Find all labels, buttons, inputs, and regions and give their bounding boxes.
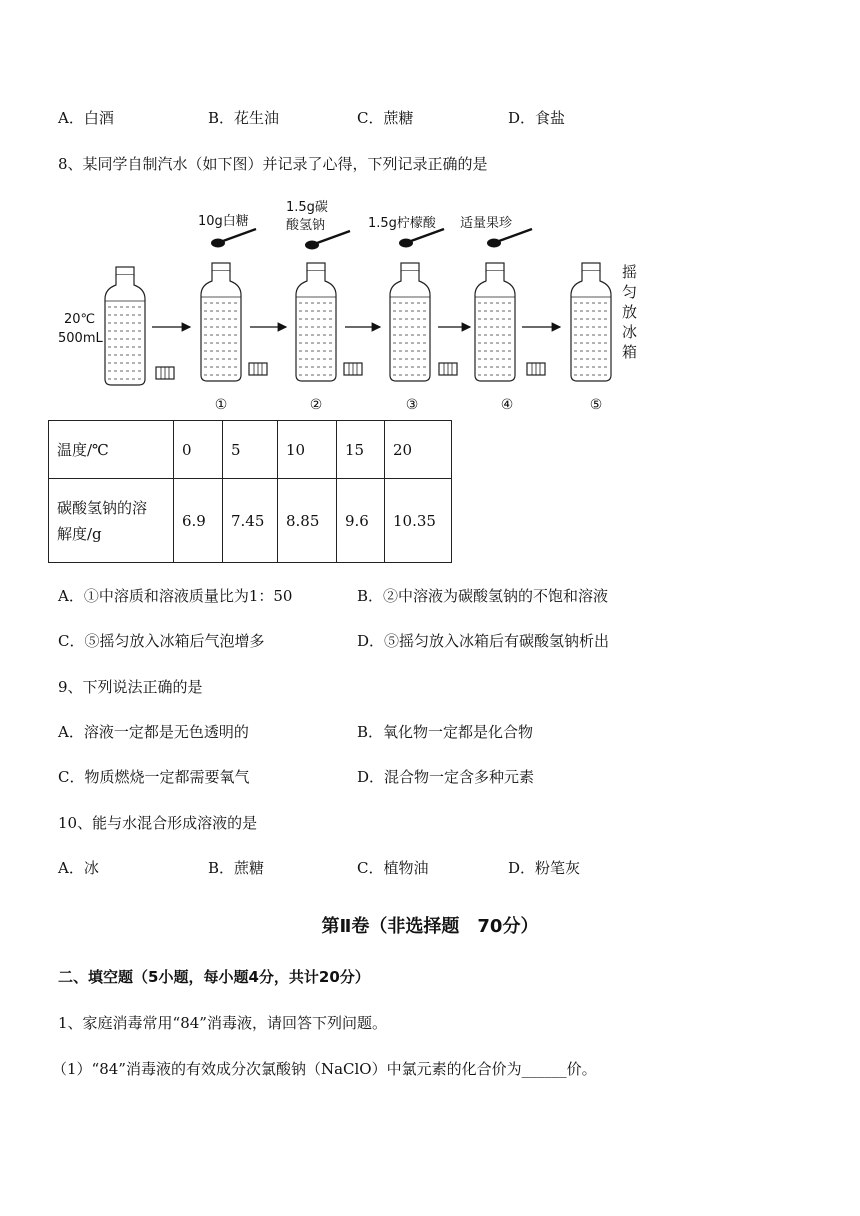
bottle-2: [296, 231, 362, 381]
q9-stem: 9、下列说法正确的是: [58, 678, 203, 696]
q10-option-d: D．粉笔灰: [508, 859, 581, 877]
q8-stem: 8、某同学自制汽水（如下图）并记录了心得，下列记录正确的是: [58, 155, 488, 173]
q10-option-a: A．冰: [58, 859, 99, 877]
spoon-label-2-line2: 酸氢钠: [286, 218, 326, 233]
q8-option-d: D．⑤摇匀放入冰箱后有碳酸氢钠析出: [357, 632, 610, 650]
q10-option-b: B．蔗糖: [208, 859, 265, 877]
bottle-start: [105, 267, 174, 385]
table-cell: 5: [223, 421, 278, 479]
bottle-5: [571, 263, 611, 381]
step-number-2: ②: [309, 397, 323, 413]
table-cell: 10.35: [385, 479, 452, 563]
step-number-5: ⑤: [589, 397, 603, 413]
section-title: 第Ⅱ卷（非选择题 70分）: [321, 916, 539, 937]
table-cell: 15: [337, 421, 385, 479]
spoon-label-1: 10g白糖: [198, 214, 249, 229]
bottle-4: [475, 229, 545, 381]
table-cell: 9.6: [337, 479, 385, 563]
q7-option-c: C．蔗糖: [357, 109, 414, 127]
table-cell: 8.85: [278, 479, 337, 563]
q9-option-b: B．氧化物一定都是化合物: [357, 723, 534, 741]
q9-option-d: D．混合物一定含多种元素: [357, 768, 535, 786]
fill-q1-stem: 1、家庭消毒常用“84”消毒液，请回答下列问题。: [58, 1014, 387, 1032]
soda-making-diagram: [50, 195, 650, 415]
q10-stem: 10、能与水混合形成溶液的是: [58, 814, 258, 832]
q8-option-c: C．⑤摇匀放入冰箱后气泡增多: [58, 632, 265, 650]
bottle-3: [390, 229, 457, 381]
table-header-solubility: [49, 479, 174, 563]
table-cell: 10: [278, 421, 337, 479]
final-label-2: 匀: [622, 283, 638, 301]
q7-option-d: D．食盐: [508, 109, 566, 127]
table-row-solubility: [49, 479, 452, 563]
q7-option-b: B．花生油: [208, 109, 280, 127]
table-cell: 7.45: [223, 479, 278, 563]
final-label-3: 放: [622, 303, 638, 321]
q9-option-a: A．溶液一定都是无色透明的: [58, 723, 249, 741]
final-label-1: 摇: [622, 263, 638, 281]
fill-q1-sub1: （1）“84”消毒液的有效成分次氯酸钠（NaClO）中氯元素的化合价为______价。: [52, 1060, 597, 1078]
start-temp-label: 20℃: [64, 312, 96, 327]
q8-option-b: B．②中溶液为碳酸氢钠的不饱和溶液: [357, 587, 609, 605]
section-heading: 二、填空题（5小题，每小题4分，共计20分）: [58, 968, 370, 986]
table-row-temperature: [49, 421, 452, 479]
step-number-1: ①: [214, 397, 228, 413]
solubility-header-line1: 碳酸氢钠的溶: [57, 498, 148, 517]
spoon-label-2-line1: 1.5g碳: [286, 200, 328, 215]
spoon-label-3: 1.5g柠檬酸: [368, 216, 436, 231]
q9-option-c: C．物质燃烧一定都需要氧气: [58, 768, 250, 786]
table-cell: 20: [385, 421, 452, 479]
table-cell: 6.9: [174, 479, 223, 563]
step-number-4: ④: [500, 397, 514, 413]
table-header-temperature: 温度/℃: [49, 421, 174, 479]
step-number-3: ③: [405, 397, 419, 413]
table-cell: 0: [174, 421, 223, 479]
start-volume-label: 500mL: [58, 331, 103, 346]
final-label-4: 冰: [622, 323, 638, 341]
q8-option-a: A．①中溶质和溶液质量比为1：50: [58, 587, 293, 605]
spoon-label-4: 适量果珍: [460, 216, 513, 231]
bottle-1: [201, 229, 267, 381]
q10-option-c: C．植物油: [357, 859, 429, 877]
final-label-5: 箱: [622, 343, 638, 361]
q7-option-a: A．白酒: [58, 109, 114, 127]
solubility-table: [48, 420, 452, 563]
solubility-header-line2: 解度/g: [57, 524, 102, 543]
